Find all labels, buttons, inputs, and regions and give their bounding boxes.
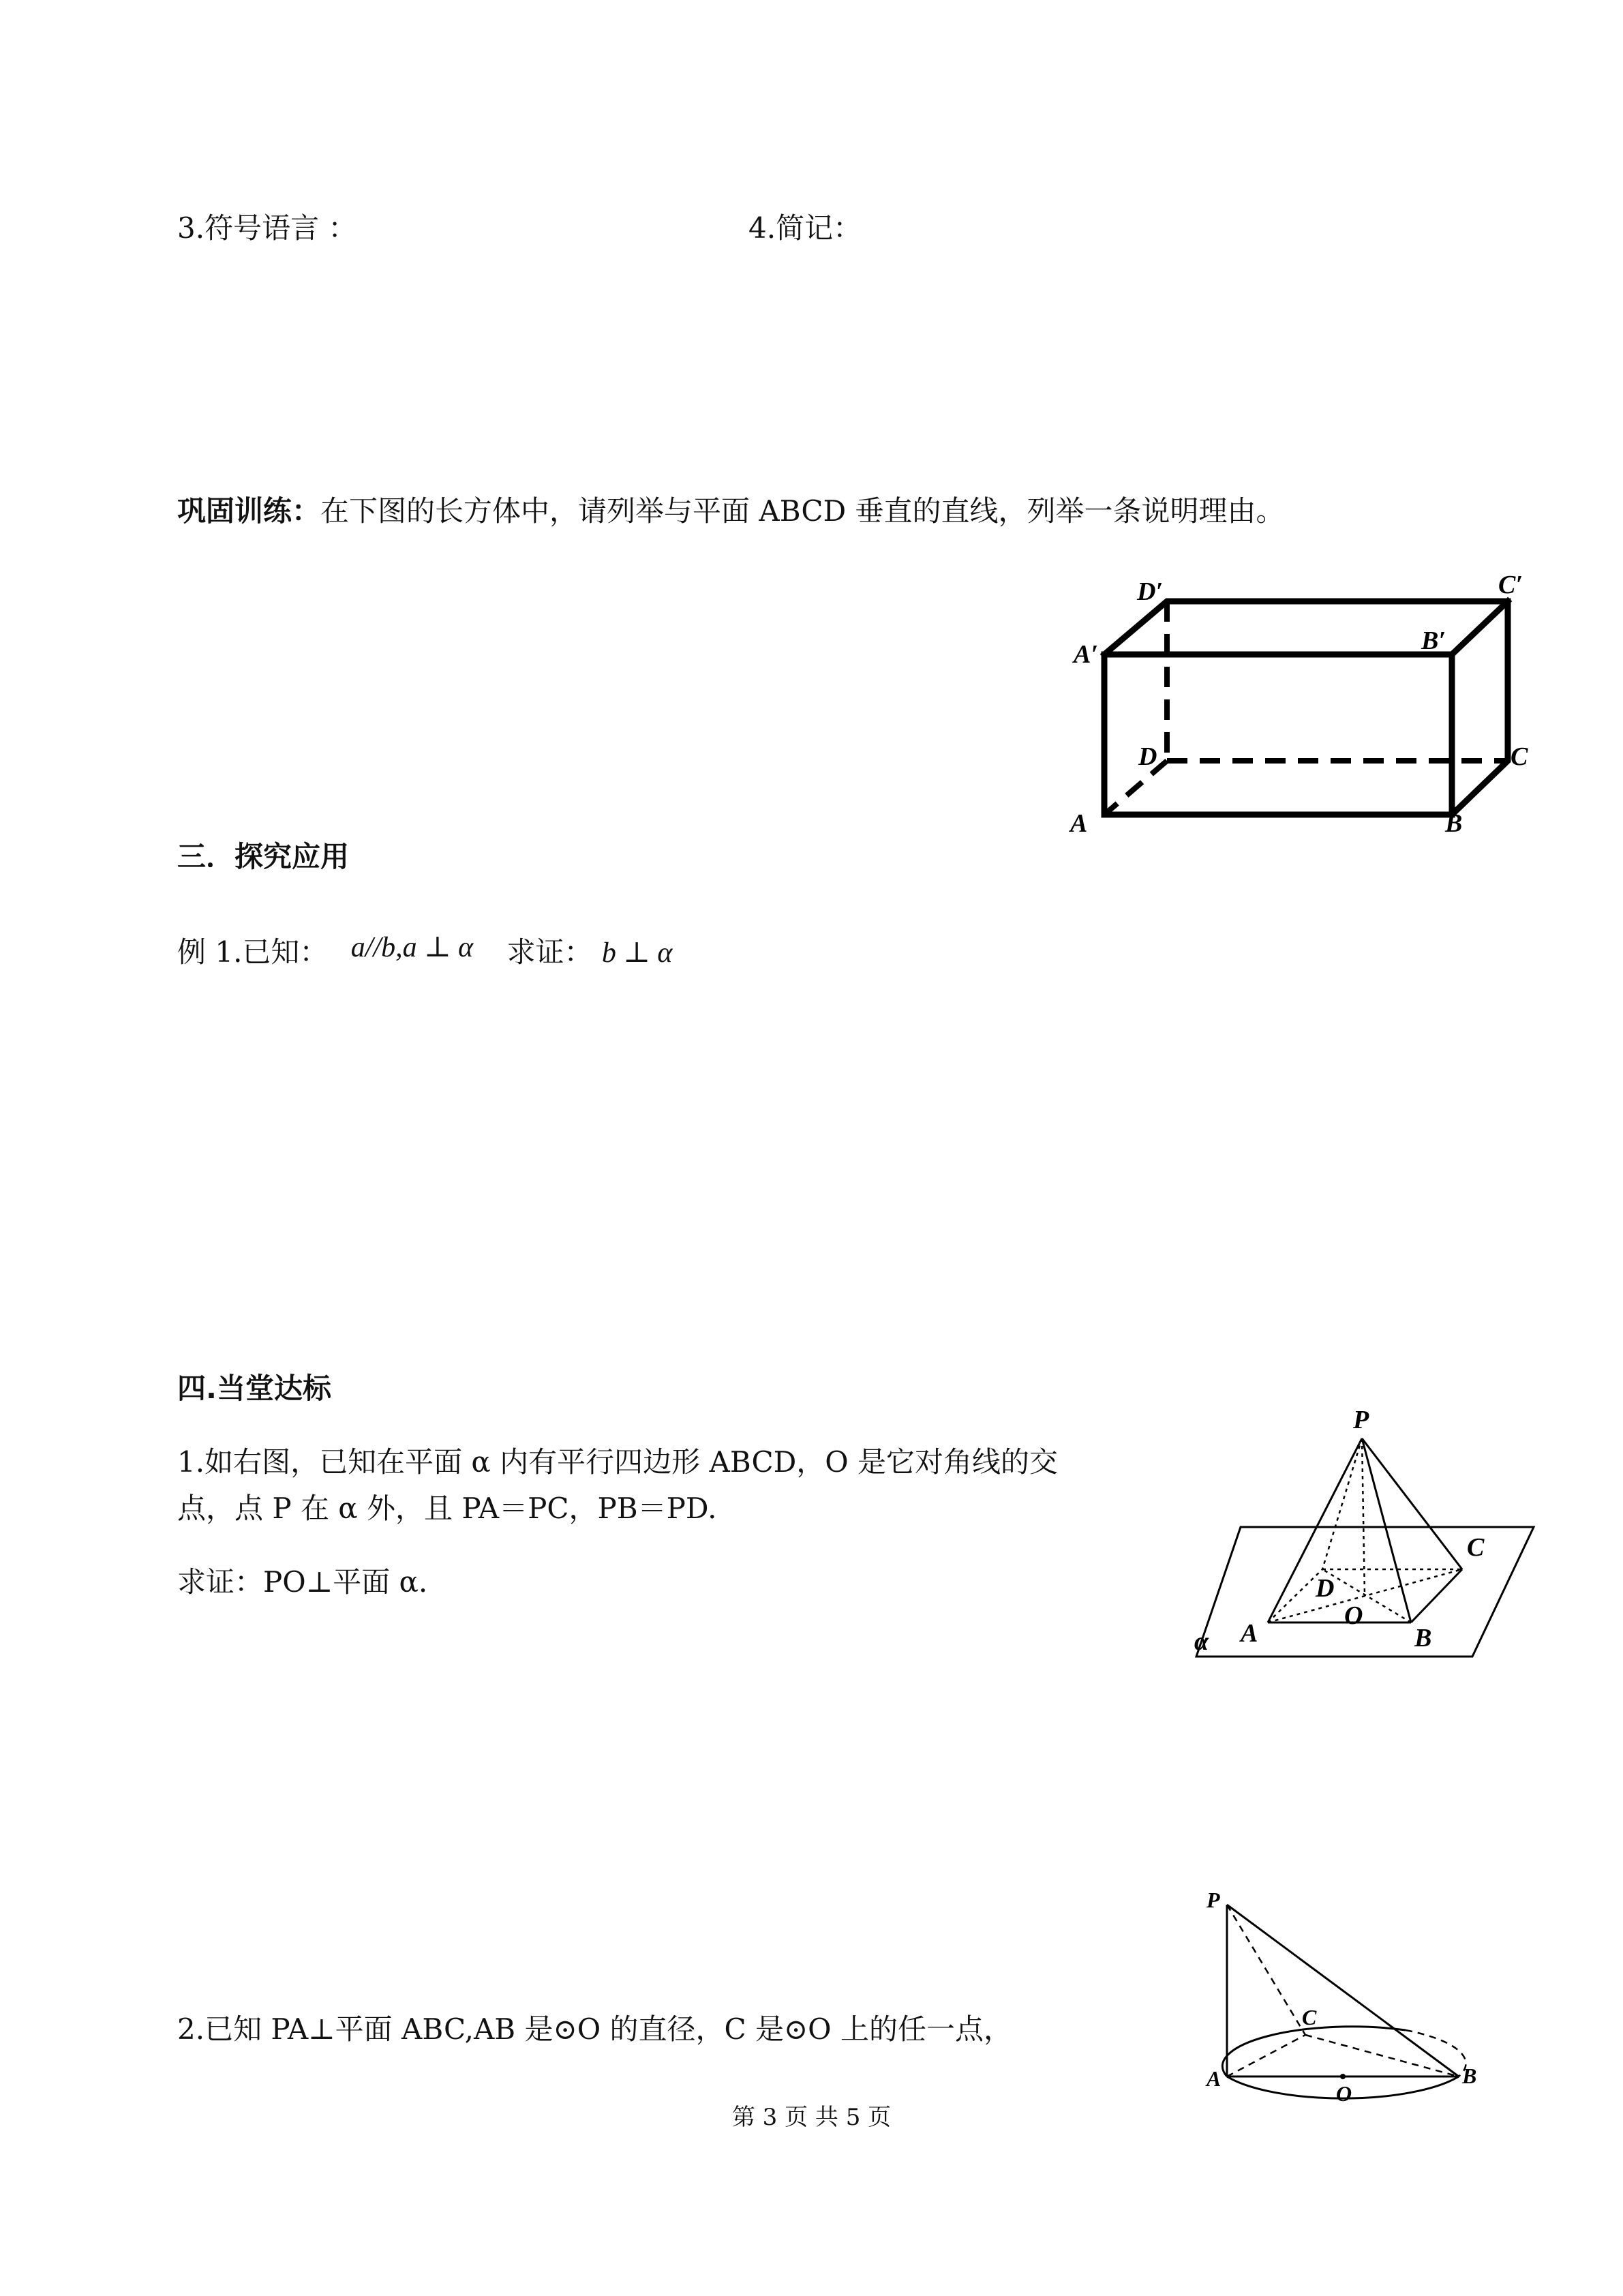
label-C: C (1511, 742, 1528, 771)
example1-prove: b ⊥ α (601, 937, 673, 969)
cuboid-hidden-edge-depth (1104, 761, 1167, 815)
practice-prompt (177, 494, 1285, 528)
label-Aprime: A′ (1074, 640, 1099, 669)
shorthand-label: 4.简记： (748, 211, 862, 245)
fig1-label-alpha: α (1194, 1627, 1209, 1656)
fig1-label-D: D (1316, 1574, 1335, 1603)
cuboid-figure (1063, 573, 1554, 845)
practice-text: 在下图的长方体中，请列举与平面 ABCD 垂直的直线，列举一条说明理由。 (320, 494, 1285, 528)
section3-heading: 三．探究应用 (177, 840, 350, 873)
q1-prove: 求证：PO⊥平面 α. (177, 1565, 428, 1599)
label-Cprime: C′ (1498, 571, 1523, 599)
page-footer: 第 3 页 共 5 页 (731, 2104, 892, 2131)
fig1-label-O: O (1344, 1601, 1363, 1630)
practice-heading: 巩固训练： (177, 494, 321, 528)
section4-heading: 四.当堂达标 (177, 1372, 331, 1405)
label-Bprime: B′ (1421, 626, 1446, 655)
cuboid-front-face (1104, 654, 1452, 815)
example1-prove-label: 求证： (506, 935, 593, 969)
fig2-label-B: B (1462, 2064, 1477, 2088)
fig2-label-A: A (1207, 2066, 1222, 2091)
segment-PB (1227, 1905, 1459, 2076)
fig2-label-C: C (1302, 2005, 1317, 2029)
example1 (177, 932, 673, 970)
q1-line1: 1.如右图，已知在平面 α 内有平行四边形 ABCD，O 是它对角线的交 (177, 1445, 1059, 1479)
symbol-language-label: 3.符号语言 ： (177, 211, 357, 245)
fig1-label-B: B (1414, 1624, 1432, 1652)
label-D: D (1138, 742, 1157, 771)
fig1-label-P: P (1353, 1406, 1369, 1434)
pyramid-plane-figure (1186, 1391, 1541, 1663)
example1-given: a//b,a ⊥ α (350, 932, 474, 963)
fig2-label-P: P (1207, 1888, 1220, 1912)
label-B: B (1445, 809, 1463, 838)
label-Dprime: D′ (1137, 577, 1164, 606)
q2-text: 2.已知 PA⊥平面 ABC,AB 是⊙O 的直径，C 是⊙O 上的任一点， (177, 2012, 1012, 2046)
circle-perpendicular-figure (1200, 1888, 1500, 2120)
fig2-label-O: O (1336, 2081, 1352, 2106)
fig1-label-A: A (1241, 1619, 1258, 1648)
q1-line2: 点，点 P 在 α 外，且 PA＝PC，PB＝PD. (177, 1492, 717, 1525)
label-A: A (1070, 809, 1088, 838)
fig1-label-C: C (1467, 1533, 1485, 1562)
example1-prefix: 例 1.已知： (177, 935, 329, 969)
